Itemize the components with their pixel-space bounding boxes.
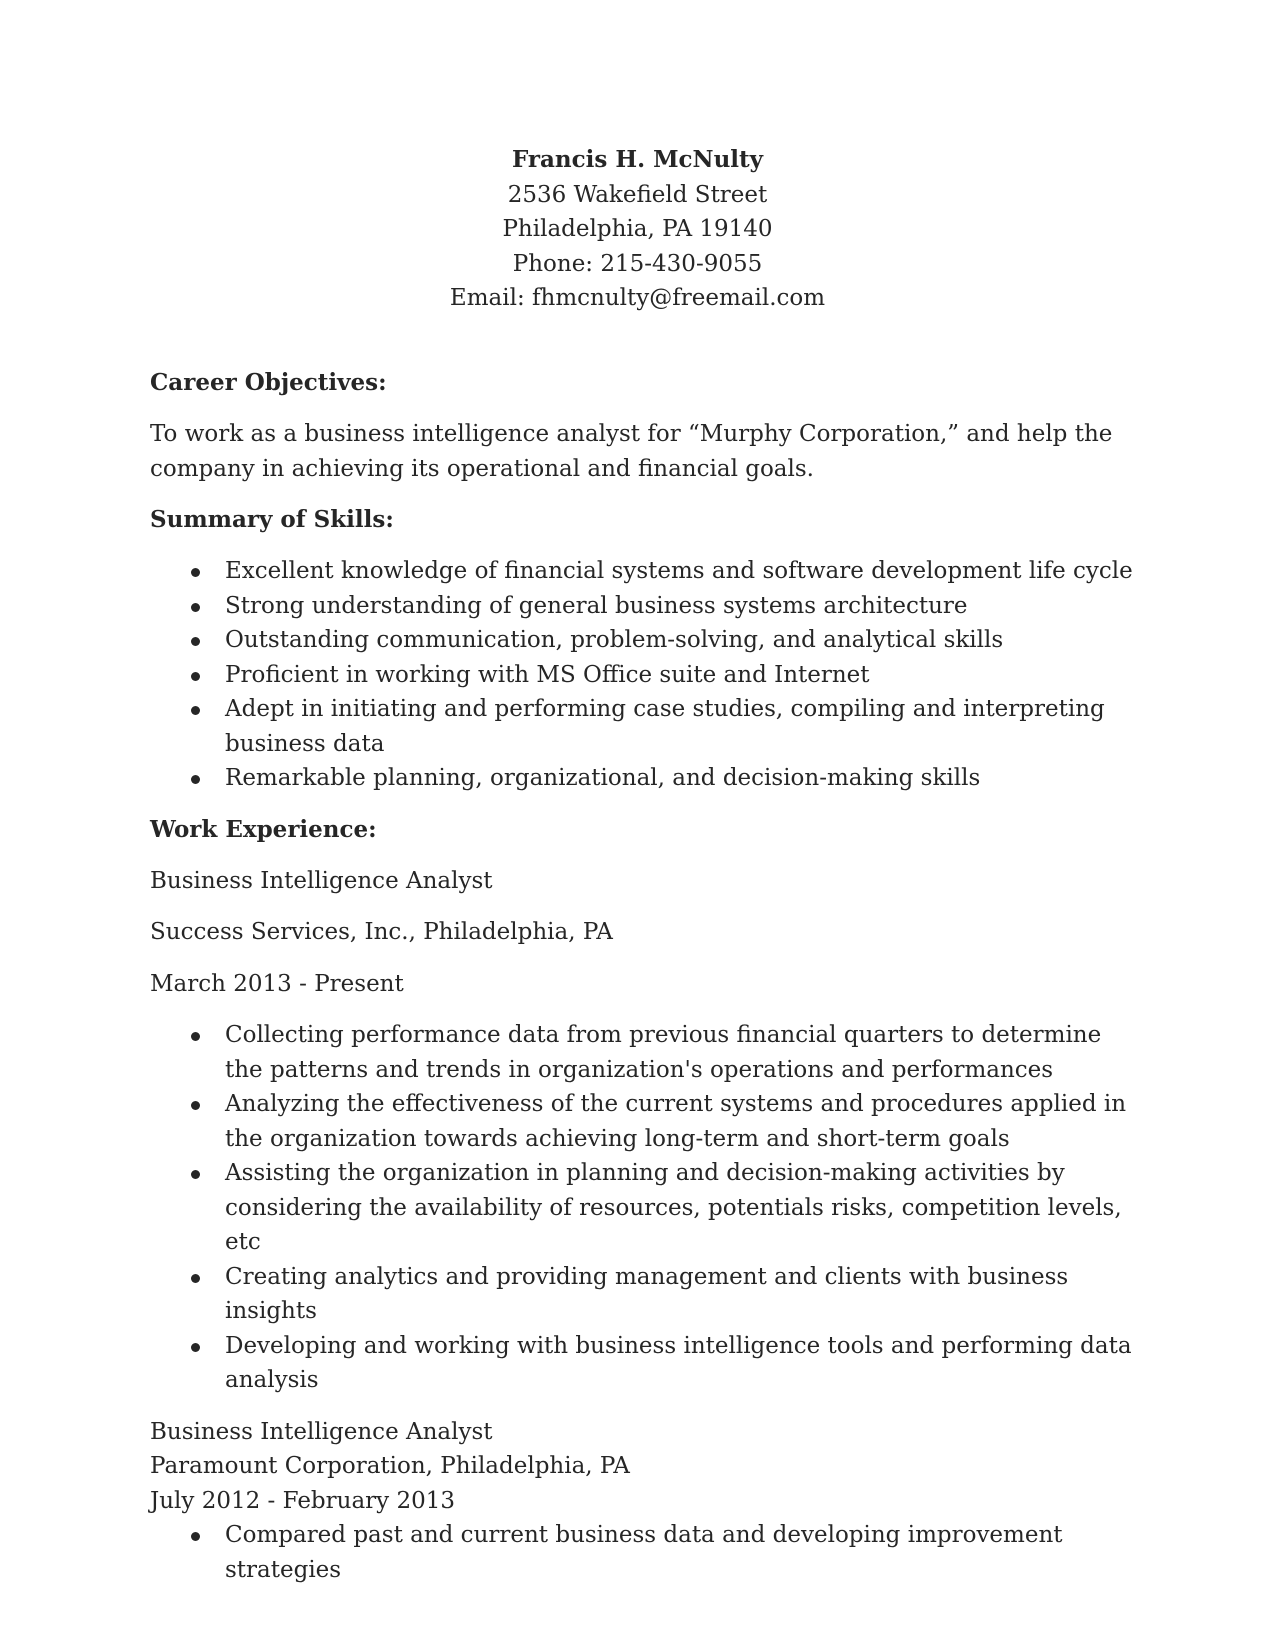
list-item <box>150 1156 1140 1260</box>
address-street: 2536 Wakefield Street <box>507 181 768 208</box>
job-duties-list <box>150 1518 1140 1587</box>
list-item-text: Excellent knowledge of financial systems and software development life cycle <box>225 558 1133 584</box>
list-item-text: Collecting performance data from previous financial quarters to determine the patterns and trends in organization's operations and performances <box>225 1022 1102 1083</box>
skills-heading: Summary of Skills: <box>150 506 394 533</box>
list-item-text: Creating analytics and providing management and clients with business insights <box>225 1263 1069 1324</box>
bullet-icon <box>191 637 200 646</box>
list-item <box>150 692 1140 761</box>
list-item <box>150 1018 1140 1087</box>
job-dates: March 2013 - Present <box>150 970 404 997</box>
career-objectives-heading: Career Objectives: <box>150 369 387 396</box>
skills-list <box>150 554 1140 796</box>
contact-header <box>0 143 1275 316</box>
bullet-icon <box>191 775 200 784</box>
career-objectives-text: To work as a business intelligence analyst for “Murphy Corporation,” and help the company in achieving its operational and financial goals. <box>150 421 1113 482</box>
address-city: Philadelphia, PA 19140 <box>502 216 773 242</box>
phone-number: Phone: 215-430-9055 <box>512 250 763 277</box>
list-item <box>150 1329 1140 1398</box>
bullet-icon <box>191 672 200 681</box>
list-item-text: Compared past and current business data and developing improvement strategies <box>225 1522 1063 1583</box>
bullet-icon <box>191 1532 200 1541</box>
bullet-icon <box>191 603 200 612</box>
list-item-text: Assisting the organization in planning and decision-making activities by considering the availability of resources, potentials risks, competition levels, etc <box>225 1160 1122 1255</box>
list-item <box>150 1087 1140 1156</box>
bullet-icon <box>191 1170 200 1179</box>
list-item <box>150 589 1140 624</box>
list-item-text: Analyzing the effectiveness of the current systems and procedures applied in the organization towards achieving long-term and short-term goals <box>225 1091 1127 1152</box>
list-item-text: Remarkable planning, organizational, and decision-making skills <box>225 765 981 791</box>
list-item-text: Adept in initiating and performing case studies, compiling and interpreting business data <box>225 696 1105 757</box>
applicant-name: Francis H. McNulty <box>511 146 764 173</box>
list-item <box>150 623 1140 658</box>
list-item-text: Strong understanding of general business systems architecture <box>225 592 968 619</box>
list-item-text: Outstanding communication, problem-solving, and analytical skills <box>225 627 1004 653</box>
job-company: Success Services, Inc., Philadelphia, PA <box>150 919 613 945</box>
job-dates: July 2012 - February 2013 <box>150 1487 456 1514</box>
list-item <box>150 1260 1140 1329</box>
list-item-text: Developing and working with business intelligence tools and performing data analysis <box>225 1332 1132 1393</box>
bullet-icon <box>191 1101 200 1110</box>
bullet-icon <box>191 706 200 715</box>
job-title: Business Intelligence Analyst <box>150 1418 493 1445</box>
job-title: Business Intelligence Analyst <box>150 867 493 894</box>
email-address: Email: fhmcnulty@freemail.com <box>449 285 826 311</box>
work-experience-heading: Work Experience: <box>150 815 377 843</box>
bullet-icon <box>191 1274 200 1283</box>
job-company: Paramount Corporation, Philadelphia, PA <box>150 1453 630 1479</box>
bullet-icon <box>191 1032 200 1041</box>
list-item <box>150 554 1140 589</box>
list-item <box>150 1518 1140 1587</box>
list-item <box>150 761 1140 796</box>
resume-body <box>150 366 1140 1604</box>
list-item <box>150 658 1140 693</box>
bullet-icon <box>191 568 200 577</box>
list-item-text: Proficient in working with MS Office suite and Internet <box>225 661 870 688</box>
bullet-icon <box>191 1343 200 1352</box>
job-duties-list <box>150 1018 1140 1398</box>
